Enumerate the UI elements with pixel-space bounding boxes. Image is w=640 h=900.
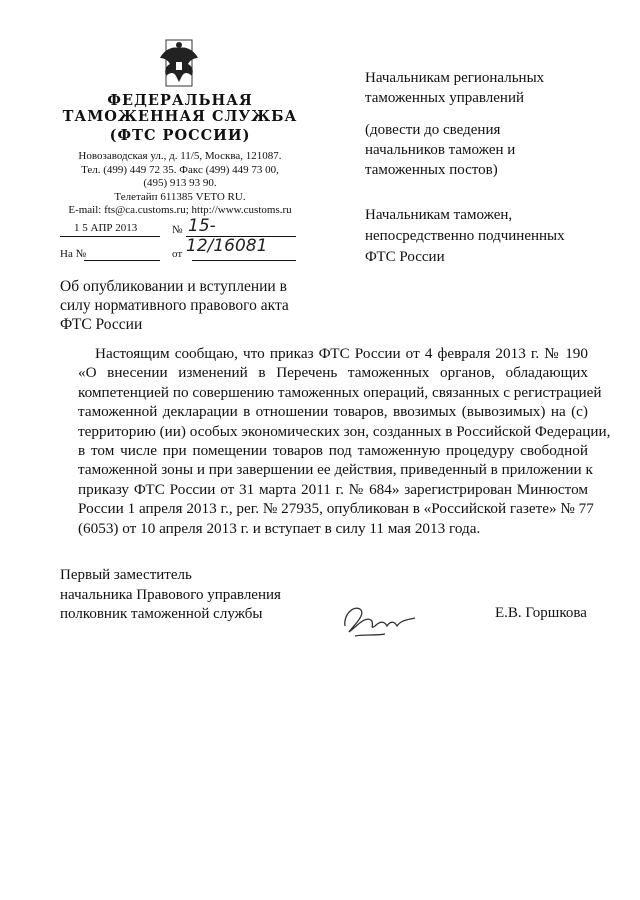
coat-of-arms-emblem [148,36,210,90]
recipient-line: непосредственно подчиненных [365,228,565,244]
outgoing-date-field [60,222,160,237]
subject-line: силу нормативного правового акта [60,297,289,314]
position-line: начальника Правового управления [60,586,281,603]
subject [60,277,289,334]
address-line: Тел. (499) 449 72 35. Факс (499) 449 73 00, [81,163,279,176]
subject-line: ФТС России [60,316,143,333]
recipient-line: Начальникам региональных [365,70,545,86]
outgoing-number: 15-12/16081 [186,216,268,256]
body-line: Настоящим сообщаю, что приказ ФТС России от 4 февраля 2013 г. № 190 [95,345,588,362]
outgoing-date: 1 5 АПР 2013 [74,222,138,234]
body-line: России 1 апреля 2013 г., рег. № 27935, опубликован в «Российской газете» № 77 [78,500,594,518]
body-line: таможенной зоны и при завершении ее действия, приведенный в приложении к [78,461,593,479]
body-line: «О внесении изменений в Перечень таможенных органов, обладающих [78,364,588,382]
recipient-line: ФТС России [365,249,445,265]
org-address [60,150,300,218]
body-line: территорию (ии) особых экономических зон, созданных в Российской Федерации, [78,422,611,440]
address-line: Телетайп 611385 VETO RU. [114,190,246,203]
org-abbrev: (ФТС РОССИИ) [109,127,251,144]
address-line: Новозаводская ул., д. 11/5, Москва, 121087. [78,150,282,162]
recipient-line: таможенных постов) [365,162,498,178]
recipient-line: начальников таможен и [365,142,516,158]
number-label: № [172,224,183,236]
body-line: в том числе при помещении товаров под таможенную процедуру свободной [78,442,588,460]
recipient-line: (довести до сведения [365,122,501,138]
body-line: компетенцией по совершению таможенных операций, связанных с регистрацией [78,383,602,401]
signatory-name: Е.В. Горшкова [495,605,587,621]
address-line: (495) 913 93 90. [143,177,217,189]
body-line: (6053) от 10 апреля 2013 г. и вступает в силу 11 мая 2013 года. [78,519,481,537]
letter-body [78,344,611,538]
ref-number-label: На № [60,248,87,260]
ref-date-label: от [172,248,183,260]
recipients-regional [365,68,544,108]
recipients-note [365,120,515,180]
position-line: полковник таможенной службы [60,606,263,622]
address-line: E-mail: fts@ca.customs.ru; http://www.customs.ru [68,204,292,216]
signatory-position [60,566,281,625]
org-name-line2: ТАМОЖЕННАЯ СЛУЖБА [62,108,298,125]
recipient-line: Начальникам таможен, [365,207,513,223]
position-line: Первый заместитель [60,567,192,583]
ref-date-field [192,246,296,261]
handwritten-signature [335,596,425,640]
recipients-customs [365,205,565,268]
outgoing-number-field [186,216,296,256]
body-line: приказу ФТС России от 31 марта 2011 г. № 684» зарегистрирован Минюстом [78,480,588,498]
recipient-line: таможенных управлений [365,90,525,106]
ref-number-field [84,246,160,261]
body-line: таможенной декларации в отношении товаров, ввозимых (вывозимых) на (с) [78,403,588,421]
subject-line: Об опубликовании и вступлении в [60,278,287,295]
org-name-line1: ФЕДЕРАЛЬНАЯ [107,92,253,109]
